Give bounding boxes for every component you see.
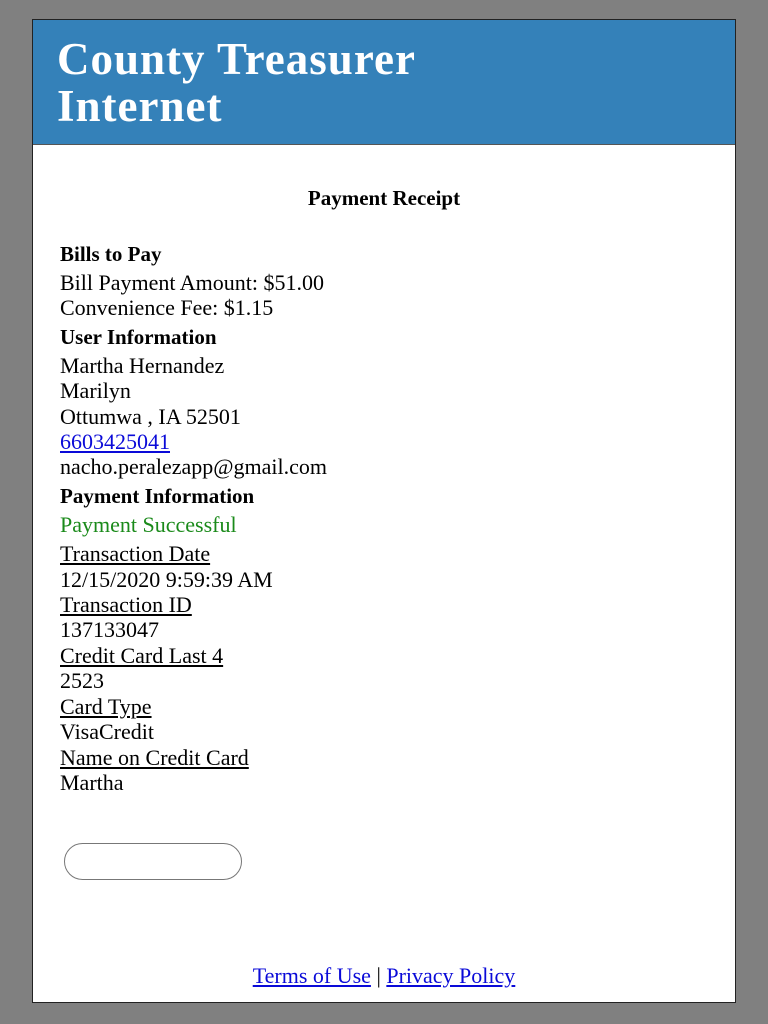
phone-link[interactable]: 6603425041 xyxy=(60,429,170,455)
card-type-value: VisaCredit xyxy=(60,719,154,745)
footer xyxy=(33,963,735,989)
receipt-action-button[interactable] xyxy=(64,843,242,880)
site-title-line-2: Internet xyxy=(57,81,223,131)
user-info-heading: User Information xyxy=(60,324,217,349)
privacy-policy-link[interactable]: Privacy Policy xyxy=(386,963,516,988)
transaction-id-label: Transaction ID xyxy=(60,592,192,618)
bills-heading: Bills to Pay xyxy=(60,242,162,266)
terms-of-use-link[interactable]: Terms of Use xyxy=(252,963,371,988)
card-last4-label: Credit Card Last 4 xyxy=(60,642,224,668)
payment-status: Payment Successful xyxy=(60,511,237,537)
convenience-fee: Convenience Fee: $1.15 xyxy=(60,295,274,321)
site-title-line-1: County Treasurer xyxy=(57,34,416,84)
transaction-date-value: 12/15/2020 9:59:39 AM xyxy=(60,566,273,592)
footer-separator: | xyxy=(376,963,381,988)
payment-info-heading: Payment Information xyxy=(60,483,255,508)
bill-payment-amount: Bill Payment Amount: $51.00 xyxy=(60,270,325,295)
user-email: nacho.peralezapp@gmail.com xyxy=(60,454,328,480)
card-type-label: Card Type xyxy=(60,693,152,719)
page-title: Payment Receipt xyxy=(307,186,461,210)
receipt-page xyxy=(32,19,736,1003)
name-on-card-value: Martha xyxy=(60,769,124,795)
user-city: Marilyn xyxy=(60,378,131,404)
card-last4-value: 2523 xyxy=(60,668,104,694)
site-title xyxy=(57,36,677,130)
receipt-content xyxy=(60,242,700,795)
user-name: Martha Hernandez xyxy=(60,352,225,378)
name-on-card-label: Name on Credit Card xyxy=(60,744,249,770)
transaction-id-value: 137133047 xyxy=(60,617,159,643)
transaction-date-label: Transaction Date xyxy=(60,541,211,567)
user-address: Ottumwa , IA 52501 xyxy=(60,403,241,429)
site-header xyxy=(33,20,735,145)
